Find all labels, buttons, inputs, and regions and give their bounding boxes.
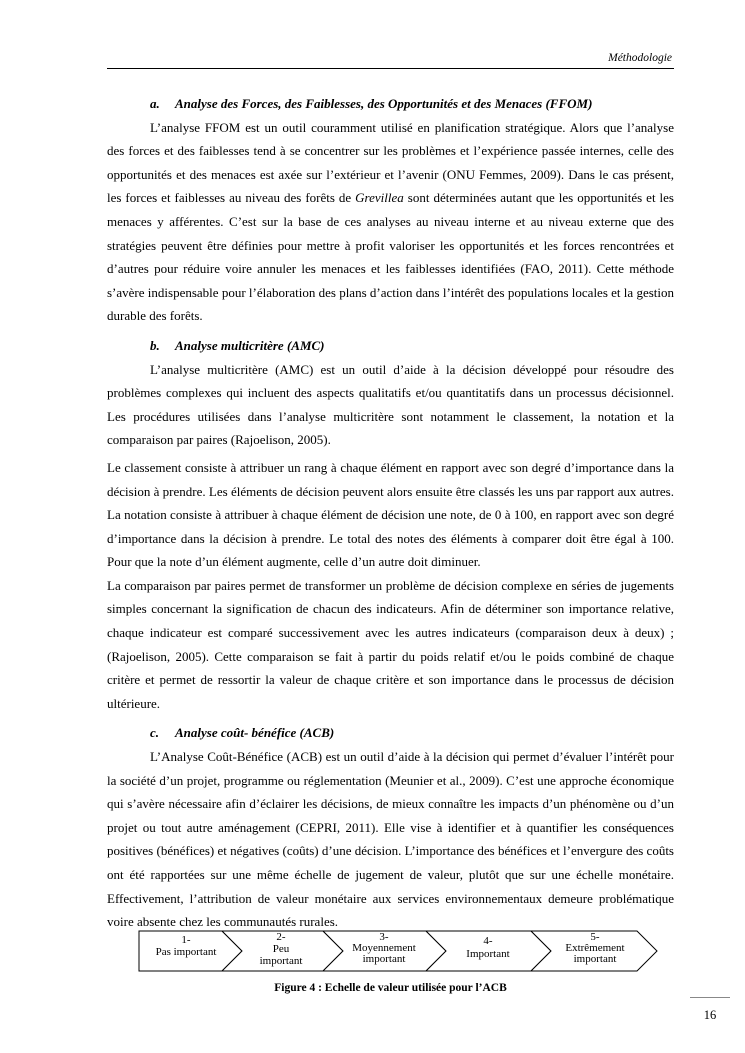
footer-divider [690,997,730,998]
scale-step-3-num: 3- [379,931,389,943]
scale-step-3-label: Moyennement [352,942,416,954]
page-number: 16 [703,1008,717,1022]
running-header: Méthodologie [608,52,672,64]
section-b-paragraph-3: La comparaison par paires permet de transformer un problème de décision complexe en séries de jugements simples concernant la signification de chacun des indicateurs. Afin de déterminer son importance relative, chaque indicateur est comparé successivement avec les autres indicateurs (comparaison deux à deux) ; (Rajoelison, 2005). Cette comparaison se fait à partir du poids relatif et/ou le poids combiné de chaque critère et permet de ressortir la valeur de chaque critère et son importance dans le processus de décision ultérieure. [107,577,674,711]
section-c-letter: c. [150,725,160,741]
section-a-italic-term: Grevillea [355,190,404,206]
section-b-paragraph-2: Le classement consiste à attribuer un rang à chaque élément en rapport avec son degré d’importance dans la décision à prendre. Les éléments de décision peuvent alors ensuite être classés les uns par rapport aux autres. La notation consiste à attribuer à chaque élément de décision une note, de 0 à 100, en rapport avec son degré d’importance dans la décision à prendre. Le total des notes des éléments à comparer doit être égal à 100. Pour que la note d’un élément augmente, celle d’un autre doit diminuer. [107,459,674,570]
section-c-title: Analyse coût- bénéfice (ACB) [175,725,335,741]
scale-step-5-num: 5- [590,931,600,943]
scale-step-5-label-2: important [573,953,617,965]
section-b-paragraph-1: L’analyse multicritère (AMC) est un outil d’aide à la décision développé pour résoudre des problèmes complexes qui incluent des aspects qualitatifs et/ou quantitatifs dans un processus décisionnel. Les procédures utilisées dans l’analyse multicritère sont notamment le classement, la notation et la comparaison par paires (Rajoelison, 2005). [107,361,674,448]
section-b-heading [107,334,674,358]
header-divider [107,68,674,69]
section-a-letter: a. [150,96,160,111]
figure-caption: Figure 4 : Echelle de valeur utilisée pour l’ACB [274,982,507,994]
section-c-heading [107,721,674,745]
scale-step-2-label: Peu [272,943,290,955]
page-body [107,92,674,934]
scale-step-2-num: 2- [276,931,286,943]
section-a-heading [107,92,674,116]
value-scale-figure [138,930,658,972]
scale-step-2-label-2: important [259,955,303,967]
scale-step-1-label: Pas important [155,946,217,958]
section-b-letter: b. [150,337,160,353]
value-scale-diagram [138,930,658,972]
scale-step-5-label: Extrêmement [565,942,625,954]
scale-step-4-label: Important [466,948,510,960]
section-b-title: Analyse multicritère (AMC) [175,337,325,353]
section-a-text-1: L’analyse FFOM est un outil couramment utilisé en planification stratégique. Alors que l’analyse des forces et des faiblesses tend à se concentrer sur les problèmes et l’expérience passée internes, celle des opportunités et des menaces est axée sur l’extérieur et l’avenir (ONU Femmes, 2009). Dans le cas présent, les forces et faiblesses au niveau des forêts de [107,119,674,206]
section-a-paragraph [107,116,674,328]
section-c-paragraph: L’Analyse Coût-Bénéfice (ACB) est un outil d’aide à la décision qui permet d’évaluer l’intérêt pour la société d’un projet, programme ou réglementation (Meunier et al., 2009). C’est une approche économique qui s’avère nécessaire afin d’éclairer les décisions, de mieux connaître les impacts d’un phénomène ou d’un projet ou tout autre aménagement (CEPRI, 2011). Elle vise à identifier et à quantifier les conséquences positives (bénéfices) et négatives (coûts) d’une décision. L’importance des bénéfices et l’envergure des coûts ont été rapportées sur une même échelle de jugement de valeur, plutôt que sur une échelle monétaire. Effectivement, l’attribution de valeur monétaire aux services environnementaux demeure problématique voire absente chez les communautés rurales. [107,749,674,930]
scale-step-3-label-2: important [362,953,406,965]
section-a-title: Analyse des Forces, des Faiblesses, des Opportunités et des Menaces (FFOM) [175,96,593,111]
scale-step-4-num: 4- [483,935,493,947]
section-a-text-2: sont déterminées autant que les opportunités et les menaces y afférentes. C’est sur la base de ces analyses au niveau interne et au niveau externe que des stratégies peuvent être définies pour mettre à profit valoriser les opportunités et les forces rencontrées et d’autres pour réduire voire annuler les menaces et les faiblesses identifiées (FAO, 2011). Cette méthode s’avère indispensable pour l’élaboration des plans d’action dans l’intérêt des populations locales et la gestion durable des forêts. [107,190,674,324]
scale-step-1-num: 1- [181,934,191,946]
